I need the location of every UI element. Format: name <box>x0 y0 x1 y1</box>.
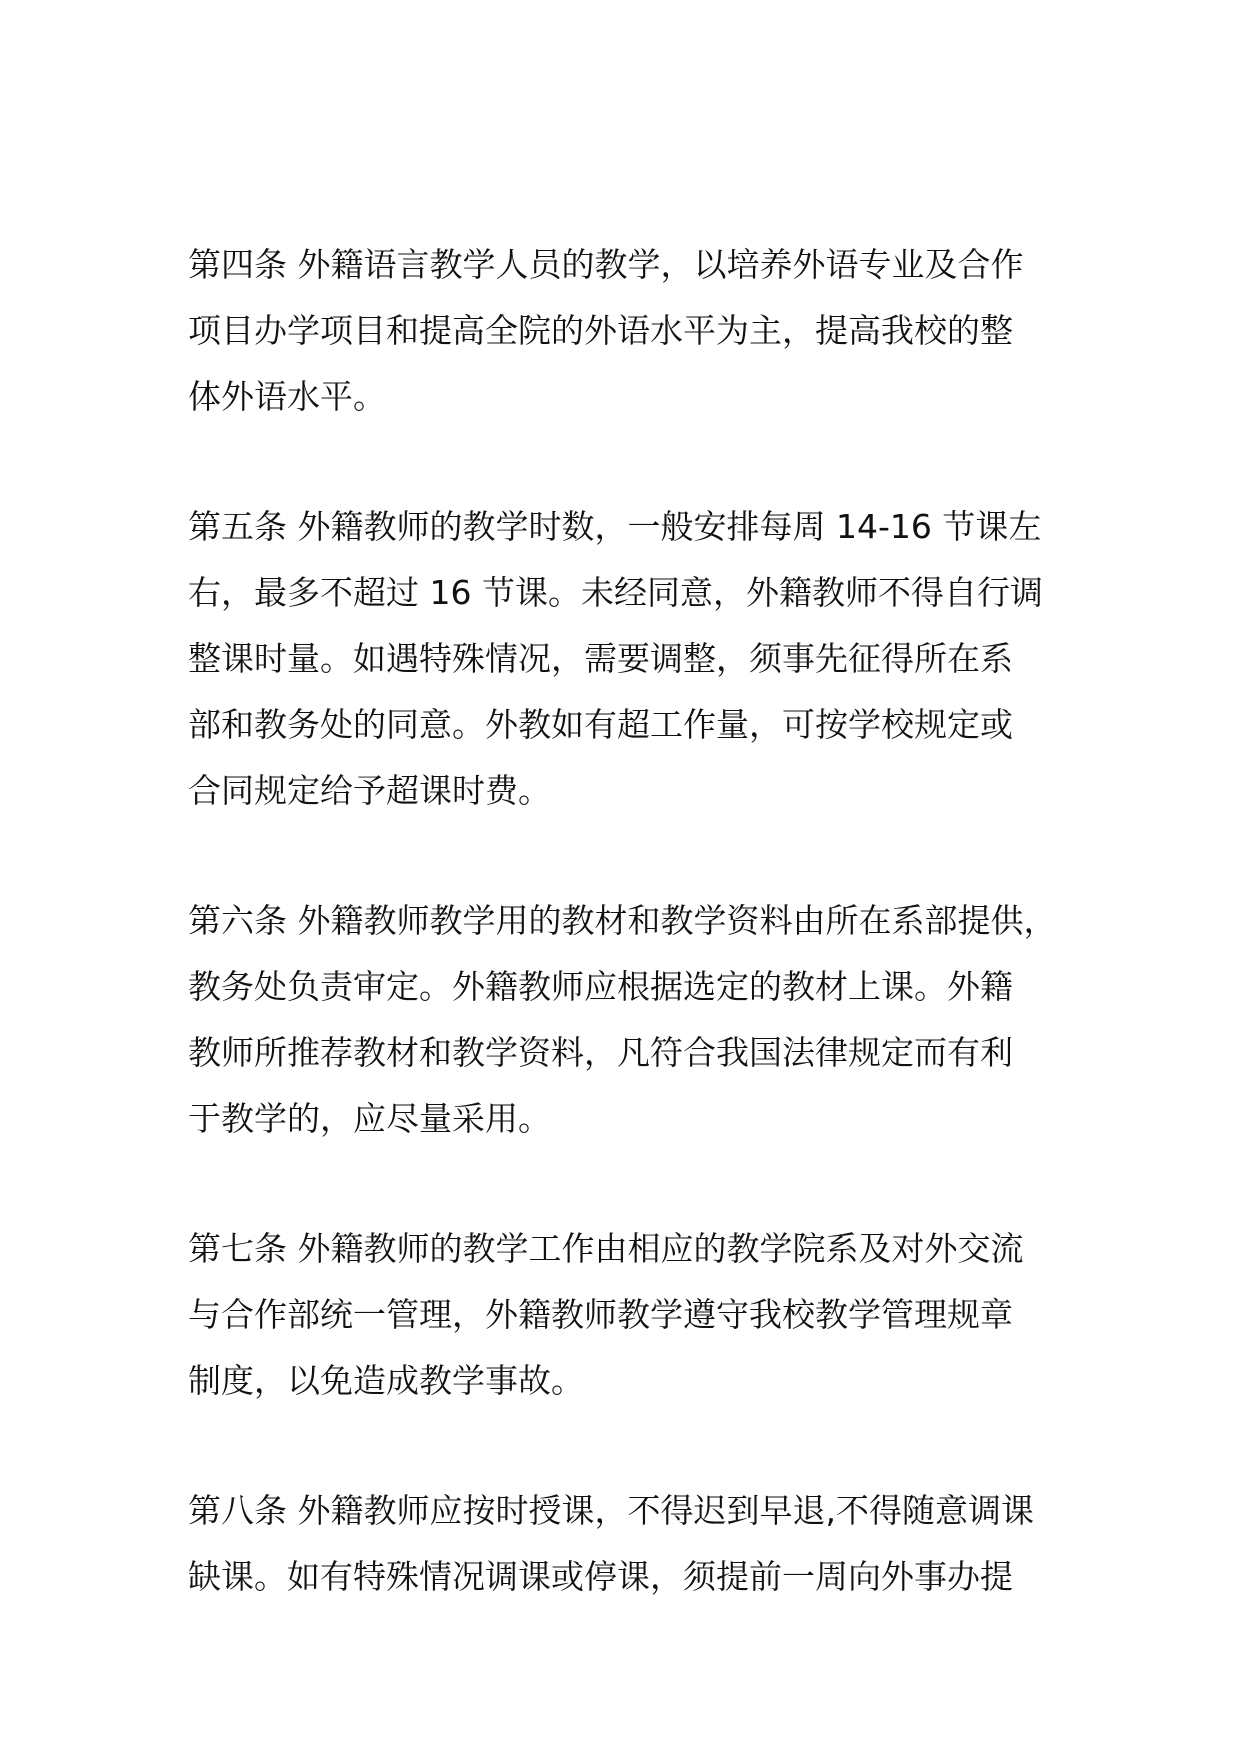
article-4-paragraph: 第四条 外籍语言教学人员的教学，以培养外语专业及合作 项目办学项目和提高全院的外语水平为主，提高我校的整 体外语水平。 <box>188 245 1024 416</box>
article-8-paragraph: 第八条 外籍教师应按时授课，不得迟到早退,不得随意调课 缺课。如有特殊情况调课或停课，须提前一周向外事办提 <box>188 1491 1034 1596</box>
document-body <box>188 232 1088 1674</box>
article-7-paragraph: 第七条 外籍教师的教学工作由相应的教学院系及对外交流 与合作部统一管理，外籍教师教学遵守我校教学管理规章 制度，以免造成教学事故。 <box>188 1229 1024 1400</box>
article-5-paragraph: 第五条 外籍教师的教学时数，一般安排每周 14-16 节课左 右，最多不超过 16 节课。未经同意，外籍教师不得自行调 整课时量。如遇特殊情况，需要调整，须事先征得所在系 部和教务处的同意。外教如有超工作量，可按学校规定或 合同规定给予超课时费。 <box>188 507 1043 810</box>
article-6-paragraph: 第六条 外籍教师教学用的教材和教学资料由所在系部提供， 教务处负责审定。外籍教师应根据选定的教材上课。外籍 教师所推荐教材和教学资料，凡符合我国法律规定而有利 于教学的，应尽量采用。 <box>188 901 1057 1138</box>
